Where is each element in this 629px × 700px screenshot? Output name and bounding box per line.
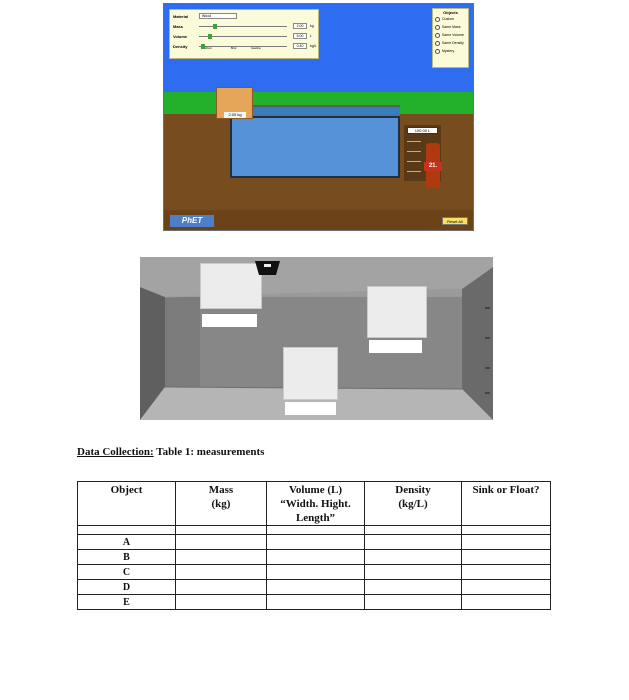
volume-cell[interactable] (267, 595, 365, 610)
block-b-label-area (369, 340, 422, 353)
header-sink-or-float: Sink or Float? (462, 482, 551, 526)
blocks-3d-render (140, 257, 493, 420)
header-object: Object (78, 482, 176, 526)
density-unit: kg/L (310, 44, 317, 48)
volume-value[interactable]: 5.00 (293, 33, 307, 39)
block-c[interactable] (283, 347, 338, 400)
measurements-table (77, 481, 551, 610)
heading-rest: Table 1: measurements (153, 446, 265, 458)
mass-slider[interactable] (199, 26, 287, 27)
sink-float-cell[interactable] (462, 565, 551, 580)
volume-slider[interactable] (199, 36, 287, 37)
mass-cell[interactable] (176, 565, 267, 580)
block-b[interactable] (367, 286, 427, 338)
density-value[interactable]: 0.40 (293, 43, 307, 49)
sink-float-cell[interactable] (462, 550, 551, 565)
table-row (78, 595, 551, 610)
objects-panel (432, 8, 469, 68)
volume-label: Volume (173, 34, 188, 39)
block-a-label-area (202, 314, 257, 327)
reset-all-button[interactable]: Reset All (442, 217, 468, 225)
density-simulation-screenshot (163, 3, 474, 231)
scale-icon (253, 259, 282, 276)
volume-cell[interactable] (267, 580, 365, 595)
mass-cell[interactable] (176, 535, 267, 550)
volume-cell[interactable] (267, 535, 365, 550)
objects-option-same-mass[interactable]: Same Mass (433, 23, 468, 31)
object-cell: B (78, 550, 176, 565)
scale-tick (407, 161, 421, 162)
object-cell: C (78, 565, 176, 580)
objects-option-same-volume[interactable]: Same Volume (433, 31, 468, 39)
material-label: Material (173, 14, 189, 19)
header-volume: Volume (L) “Width. Hight. Length” (267, 482, 365, 526)
object-cell: E (78, 595, 176, 610)
density-tick-wood: Wood (205, 47, 212, 50)
volume-row (173, 33, 318, 41)
sink-float-cell[interactable] (462, 595, 551, 610)
volume-cell[interactable] (267, 565, 365, 580)
mass-row (173, 23, 318, 31)
mass-value[interactable]: 2.00 (293, 23, 307, 29)
objects-option-same-density[interactable]: Same Density (433, 39, 468, 47)
volume-cell[interactable] (267, 550, 365, 565)
objects-title: Objects (443, 10, 458, 15)
density-cell[interactable] (365, 580, 462, 595)
objects-option-custom[interactable]: Custom (433, 15, 468, 23)
volume-unit: L (310, 34, 312, 38)
density-cell[interactable] (365, 550, 462, 565)
table-row (78, 580, 551, 595)
sink-float-cell[interactable] (462, 580, 551, 595)
scale-tick (407, 171, 421, 172)
crate-mass-label: 2.00 kg (224, 112, 246, 118)
table-row (78, 565, 551, 580)
density-row (173, 43, 318, 51)
mass-cell[interactable] (176, 580, 267, 595)
bottle-label: 21. (424, 162, 442, 171)
phet-logo: PhET (170, 215, 214, 227)
mass-slider-knob[interactable] (213, 24, 217, 29)
header-density: Density (kg/L) (365, 482, 462, 526)
volume-slider-knob[interactable] (208, 34, 212, 39)
block-c-label-area (285, 402, 336, 415)
table-row (78, 550, 551, 565)
density-slider[interactable] (199, 46, 287, 47)
material-dropdown[interactable]: Wood (199, 13, 237, 19)
radio-icon[interactable] (435, 33, 440, 38)
object-cell: D (78, 580, 176, 595)
control-panel (169, 9, 319, 59)
object-cell: A (78, 535, 176, 550)
heading-underlined: Data Collection: (77, 446, 154, 458)
header-mass: Mass (kg) (176, 482, 267, 526)
mass-label: Mass (173, 24, 184, 29)
density-cell[interactable] (365, 535, 462, 550)
scale-tick (407, 151, 421, 152)
density-label: Density (173, 44, 188, 49)
density-tick-gasoline: Gasoline (251, 47, 261, 50)
mass-cell[interactable] (176, 595, 267, 610)
density-cell[interactable] (365, 595, 462, 610)
data-collection-heading (77, 446, 264, 458)
pool-water (230, 116, 400, 178)
radio-icon[interactable] (435, 41, 440, 46)
radio-icon[interactable] (435, 49, 440, 54)
density-tick-brick: Brick (231, 47, 237, 50)
radio-icon[interactable] (435, 25, 440, 30)
scale-tick (407, 141, 421, 142)
scale-readout: 100.00 L (407, 127, 438, 134)
mass-unit: kg (310, 24, 314, 28)
sink-float-cell[interactable] (462, 535, 551, 550)
table-header-row (78, 482, 551, 526)
radio-icon[interactable] (435, 17, 440, 22)
table-row (78, 535, 551, 550)
objects-option-mystery[interactable]: Mystery (433, 47, 468, 55)
density-cell[interactable] (365, 565, 462, 580)
table-spacer-row (78, 526, 551, 535)
material-row (173, 13, 318, 21)
mass-cell[interactable] (176, 550, 267, 565)
